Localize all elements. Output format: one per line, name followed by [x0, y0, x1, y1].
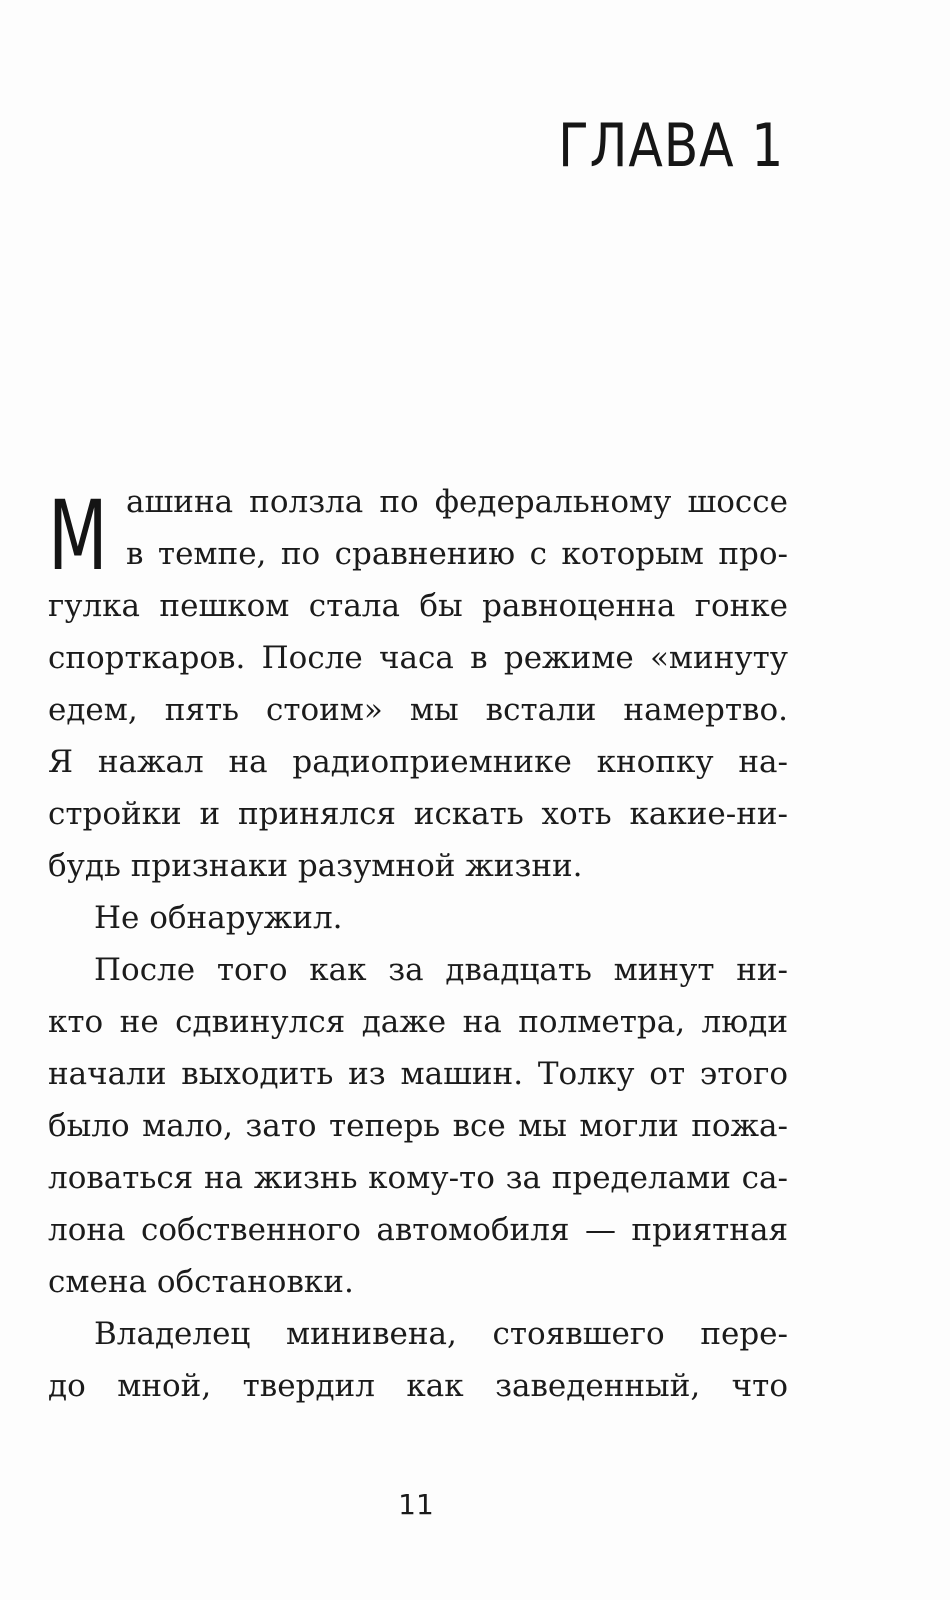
chapter-title: ГЛАВА 1: [557, 111, 784, 181]
text-line: едем, пять стоим» мы встали намертво.: [48, 692, 788, 728]
text-line: стройки и принялся искать хоть какие-ни-: [48, 796, 788, 832]
text-line: кто не сдвинулся даже на полметра, люди: [48, 1004, 788, 1040]
text-line: будь признаки разумной жизни.: [48, 848, 583, 884]
text-line: гулка пешком стала бы равноценна гонке: [48, 588, 788, 624]
body-text: [48, 476, 788, 1412]
text-line: было мало, зато теперь все мы могли пожа-: [48, 1108, 788, 1144]
text-line: Не обнаружил.: [94, 900, 343, 936]
text-line: лона собственного автомобиля — приятная: [48, 1212, 788, 1248]
drop-cap: М: [48, 480, 108, 592]
text-line: до мной, твердил как заведенный, что: [48, 1368, 788, 1404]
text-line: начали выходить из машин. Толку от этого: [48, 1056, 788, 1092]
text-line: спорткаров. После часа в режиме «минуту: [48, 640, 788, 676]
page-number: 11: [398, 1488, 434, 1521]
text-line: Я нажал на радиоприемнике кнопку на-: [48, 744, 788, 780]
text-line: ашина ползла по федеральному шоссе: [126, 484, 788, 520]
text-line: в темпе, по сравнению с которым про-: [126, 536, 788, 572]
text-line: смена обстановки.: [48, 1264, 354, 1300]
text-line: ловаться на жизнь кому-то за пределами са-: [48, 1160, 788, 1196]
text-line: Владелец минивена, стоявшего пере-: [94, 1316, 788, 1352]
text-line: После того как за двадцать минут ни-: [94, 952, 788, 988]
